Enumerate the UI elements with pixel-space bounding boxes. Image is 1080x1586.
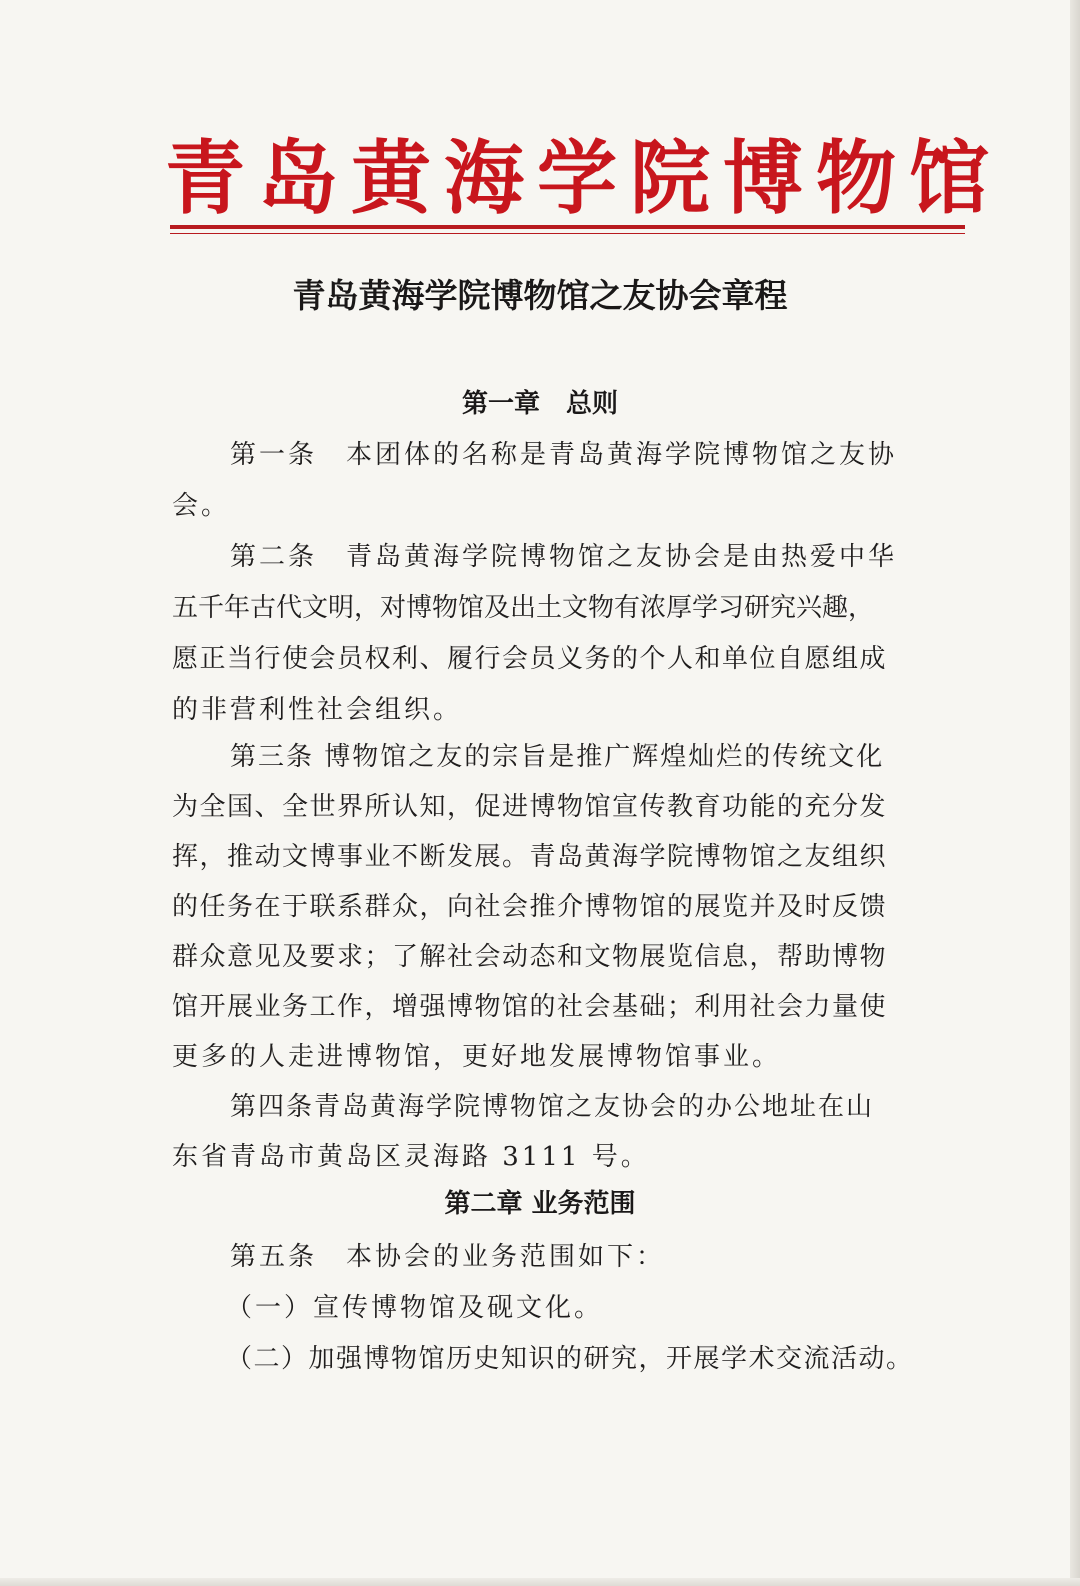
article-5-item-1: （一）宣传博物馆及砚文化。: [226, 1293, 604, 1323]
article-3-line-7: 更多的人走进博物馆，更好地发展博物馆事业。: [172, 1042, 782, 1072]
article-2-line-2: 五千年古代文明，对博物馆及出土文物有浓厚学习研究兴趣，: [172, 593, 875, 623]
page-edge-bottom: [0, 1578, 1080, 1586]
article-4-line-1: 第四条青岛黄海学院博物馆之友协会的办公地址在山: [230, 1092, 875, 1122]
article-2-line-4: 的非营利性社会组织。: [172, 695, 463, 725]
article-2-line-3: 愿正当行使会员权利、履行会员义务的个人和单位自愿组成: [172, 644, 888, 674]
article-4-line-2: 东省青岛市黄岛区灵海路 3111 号。: [172, 1142, 650, 1172]
article-3-line-4: 的任务在于联系群众，向社会推介博物馆的展览并及时反馈: [172, 892, 888, 922]
chapter-heading-2: 第二章 业务范围: [444, 1189, 636, 1219]
article-1-line-1: 第一条 本团体的名称是青岛黄海学院博物馆之友协: [230, 440, 898, 470]
article-3-line-3: 挥，推动文博事业不断发展。青岛黄海学院博物馆之友组织: [172, 842, 888, 872]
letterhead-rule-thin: [170, 233, 965, 234]
article-3-line-1: 第三条 博物馆之友的宗旨是推广辉煌灿烂的传统文化: [230, 742, 885, 772]
article-5-item-2: （二）加强博物馆历史知识的研究，开展学术交流活动。: [226, 1344, 914, 1374]
article-3-line-2: 为全国、全世界所认知，促进博物馆宣传教育功能的充分发: [172, 792, 888, 822]
article-3-line-5: 群众意见及要求；了解社会动态和文物展览信息，帮助博物: [172, 942, 888, 972]
letterhead: 青岛黄海学院博物馆: [165, 131, 1002, 225]
page-edge-right: [1070, 0, 1080, 1586]
article-3-line-6: 馆开展业务工作，增强博物馆的社会基础；利用社会力量使: [172, 992, 888, 1022]
letterhead-rule-thick: [170, 225, 965, 229]
article-5-line-1: 第五条 本协会的业务范围如下：: [230, 1242, 666, 1272]
chapter-heading-1: 第一章 总则: [461, 389, 618, 419]
document-title: 青岛黄海学院博物馆之友协会章程: [292, 276, 788, 315]
article-2-line-1: 第二条 青岛黄海学院博物馆之友协会是由热爱中华: [230, 542, 898, 572]
article-1-line-2: 会。: [172, 491, 231, 521]
